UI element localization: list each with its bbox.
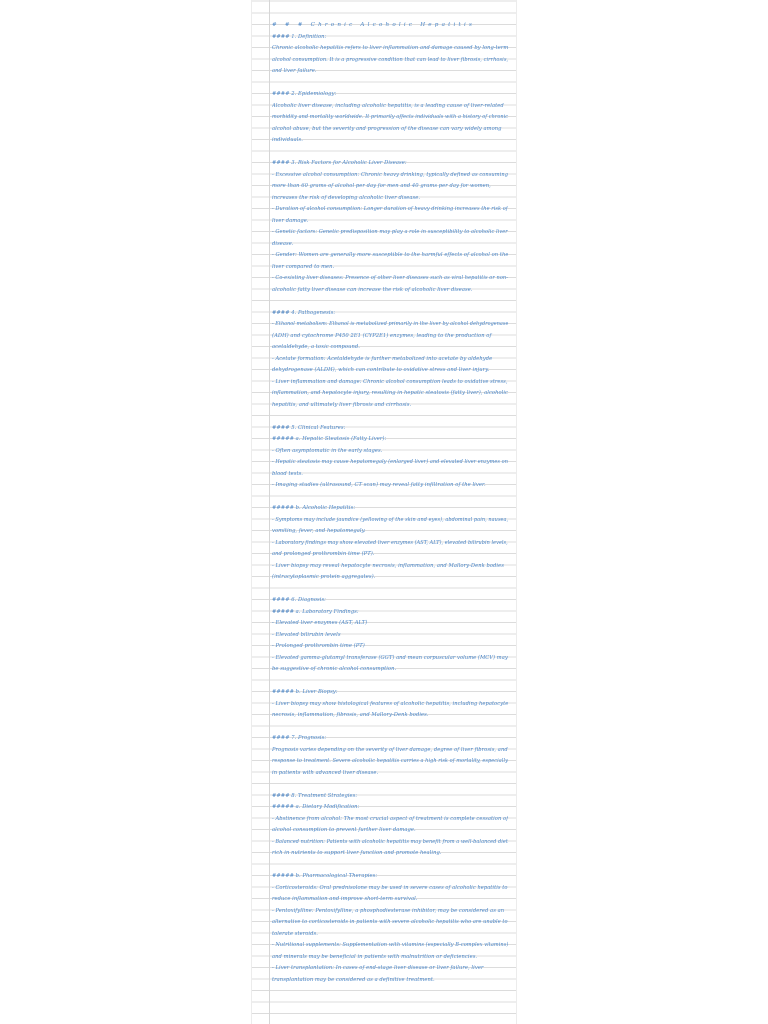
document-title: # # # Chronic Alcoholic Hepatitis — [272, 22, 476, 28]
text-line: more than 60 grams of alcohol per day for men and 40 grams per day for women, — [272, 183, 491, 189]
section-heading: #### 8. Treatment Strategies: — [272, 792, 358, 799]
text-line: - Excessive alcohol consumption: Chronic heavy drinking, typically defined as consuming — [272, 171, 508, 178]
document-section — [272, 733, 508, 791]
document-section — [272, 89, 508, 158]
document-section — [272, 308, 508, 423]
section-gap — [272, 779, 508, 791]
section-gap — [272, 492, 508, 504]
text-line: alcohol abuse, but the severity and progression of the disease can vary widely among — [272, 125, 502, 132]
text-line: liver damage. — [272, 217, 309, 224]
text-line: (ADH) and cytochrome P450 2E1 (CYP2E1) enzymes, leading to the production of — [272, 332, 492, 339]
document-section — [272, 503, 508, 595]
text-line: necrosis, inflammation, fibrosis, and Mallory-Denk bodies. — [272, 712, 429, 718]
section-gap — [272, 78, 508, 90]
section-heading: #### 2. Epidemiology: — [272, 91, 337, 97]
section-heading: #### 6. Diagnosis: — [272, 597, 326, 603]
text-line: disease. — [272, 240, 294, 247]
text-line: - Elevated bilirubin levels — [272, 631, 341, 638]
text-line: - Ethanol metabolism: Ethanol is metabolized primarily in the liver by alcohol dehydrogenase — [272, 321, 508, 327]
section-gap — [272, 860, 508, 872]
text-line: ##### a. Laboratory Findings: — [272, 608, 359, 615]
text-line: and prolonged prothrombin time (PT). — [272, 551, 375, 557]
text-line: - Hepatic steatosis may cause hepatomegaly (enlarged liver) and elevated liver enzymes on — [272, 459, 508, 465]
text-line: - Acetate formation: Acetaldehyde is further metabolized into acetate by aldehyde — [272, 355, 493, 362]
document-section — [272, 423, 508, 504]
text-line: morbidity and mortality worldwide. It primarily affects individuals with a history of chronic — [272, 114, 508, 120]
text-line: reduce inflammation and improve short-term survival. — [272, 896, 418, 902]
text-line: alternative to corticosteroids in patients with severe alcoholic hepatitis who are unable to — [272, 919, 508, 925]
text-line: - Liver biopsy may show histological features of alcoholic hepatitis, including hepatocyte — [272, 700, 509, 707]
section-gap — [272, 147, 508, 159]
text-line: hepatitis, and ultimately liver fibrosis and cirrhosis. — [272, 401, 412, 408]
text-line: - Laboratory findings may show elevated liver enzymes (AST, ALT), elevated bilirubin levels, — [272, 539, 508, 546]
text-line: - Liver biopsy may reveal hepatocyte necrosis, inflammation, and Mallory-Denk bodies — [272, 562, 504, 569]
section-heading: #### 4. Pathogenesis: — [272, 309, 336, 316]
margin-line — [269, 0, 270, 1024]
text-line: - Co-existing liver diseases: Presence of other liver diseases such as viral hepatitis or non- — [272, 275, 508, 281]
text-line: be suggestive of chronic alcohol consumption. — [272, 666, 397, 672]
text-line: - Abstinence from alcohol: The most crucial aspect of treatment is complete cessation of — [272, 815, 509, 822]
text-line: alcohol consumption to prevent further liver damage. — [272, 827, 416, 833]
section-heading: ##### b. Pharmacological Therapies: — [272, 873, 378, 879]
text-line: - Genetic factors: Genetic predisposition may play a role in susceptibility to alcoholic liver — [272, 229, 508, 235]
document-section — [272, 595, 508, 687]
text-line: - Liver transplantation: In cases of end-stage liver disease or liver failure, liver — [272, 965, 484, 971]
text-line: ##### a. Hepatic Steatosis (Fatty Liver): — [272, 436, 387, 442]
document-sections — [272, 32, 508, 998]
text-line: and liver failure. — [272, 68, 317, 74]
text-line: - Symptoms may include jaundice (yellowing of the skin and eyes), abdominal pain, nausea, — [272, 516, 508, 523]
document-section — [272, 687, 508, 733]
text-line: inflammation, and hepatocyte injury, resulting in hepatic steatosis (fatty liver), alcoholic — [272, 390, 508, 396]
text-line: Chronic alcoholic hepatitis refers to liver inflammation and damage caused by long-term — [272, 45, 509, 51]
text-line: increases the risk of developing alcoholic liver disease. — [272, 194, 421, 201]
section-gap — [272, 676, 508, 688]
text-line: - Liver inflammation and damage: Chronic alcohol consumption leads to oxidative stress, — [272, 378, 508, 385]
section-gap — [272, 296, 508, 308]
document-section — [272, 871, 508, 998]
text-line: dehydrogenase (ALDH), which can contribute to oxidative stress and liver injury. — [272, 367, 490, 373]
text-line: individuals. — [272, 137, 303, 143]
section-gap — [272, 584, 508, 596]
document-section — [272, 158, 508, 308]
section-heading: #### 1. Definition: — [272, 33, 327, 40]
section-heading: ##### b. Alcoholic Hepatitis: — [272, 505, 356, 511]
text-line: - Elevated gamma-glutamyl transferase (GGT) and mean corpuscular volume (MCV) may — [272, 654, 508, 661]
text-line: Prognosis varies depending on the severity of liver damage, degree of liver fibrosis, and — [272, 746, 508, 753]
text-line: vomiting, fever, and hepatomegaly. — [272, 528, 366, 534]
text-line: Alcoholic liver disease, including alcoholic hepatitis, is a leading cause of liver-related — [272, 102, 504, 109]
text-line: alcoholic fatty liver disease can increase the risk of alcoholic liver disease. — [272, 286, 473, 293]
section-heading: ##### b. Liver Biopsy: — [272, 689, 338, 695]
text-line: - Balanced nutrition: Patients with alcoholic hepatitis may benefit from a well-balanced diet — [272, 838, 508, 845]
text-line: tolerate steroids. — [272, 930, 318, 937]
section-gap — [272, 986, 508, 998]
document-section — [272, 791, 508, 872]
section-gap — [272, 722, 508, 734]
section-heading: #### 7. Prognosis: — [272, 735, 327, 741]
text-line: blood tests. — [272, 470, 304, 477]
text-line: - Corticosteroids: Oral prednisolone may be used in severe cases of alcoholic hepatitis to — [272, 884, 508, 891]
section-heading: #### 3. Risk Factors for Alcoholic Liver Disease: — [272, 160, 407, 166]
text-line: ##### a. Dietary Modification: — [272, 804, 360, 810]
text-line: rich in nutrients to support liver function and promote healing. — [272, 850, 442, 856]
document-section — [272, 32, 508, 90]
notebook-page — [251, 0, 517, 1024]
section-gap — [272, 411, 508, 423]
text-line: - Pentoxifylline: Pentoxifylline, a phosphodiesterase inhibitor, may be considered as an — [272, 907, 505, 914]
text-line: alcohol consumption. It is a progressive condition that can lead to liver fibrosis, cirrhosis, — [272, 56, 508, 63]
document-body — [272, 20, 508, 998]
text-line: - Prolonged prothrombin time (PT) — [272, 643, 365, 649]
text-line: - Nutritional supplements: Supplementation with vitamins (especially B-complex vitamins) — [272, 942, 508, 948]
text-line: (intracytoplasmic protein aggregates). — [272, 574, 376, 580]
text-line: response to treatment. Severe alcoholic hepatitis carries a high risk of mortality, especially — [272, 758, 508, 764]
text-line: - Elevated liver enzymes (AST, ALT) — [272, 620, 368, 626]
section-heading: #### 5. Clinical Features: — [272, 424, 346, 431]
text-line: - Gender: Women are generally more susceptible to the harmful effects of alcohol on the — [272, 252, 509, 258]
text-line: acetaldehyde, a toxic compound. — [272, 344, 360, 350]
text-line: - Duration of alcohol consumption: Longer duration of heavy drinking increases the risk of — [272, 206, 508, 212]
text-line: in patients with advanced liver disease. — [272, 769, 379, 776]
text-line: liver compared to men. — [272, 263, 335, 270]
text-line: transplantation may be considered as a definitive treatment. — [272, 976, 435, 983]
text-line: and minerals may be beneficial in patients with malnutrition or deficiencies. — [272, 953, 478, 960]
text-line: - Imaging studies (ultrasound, CT scan) may reveal fatty infiltration of the liver. — [272, 482, 486, 488]
text-line: - Often asymptomatic in the early stages. — [272, 447, 383, 454]
